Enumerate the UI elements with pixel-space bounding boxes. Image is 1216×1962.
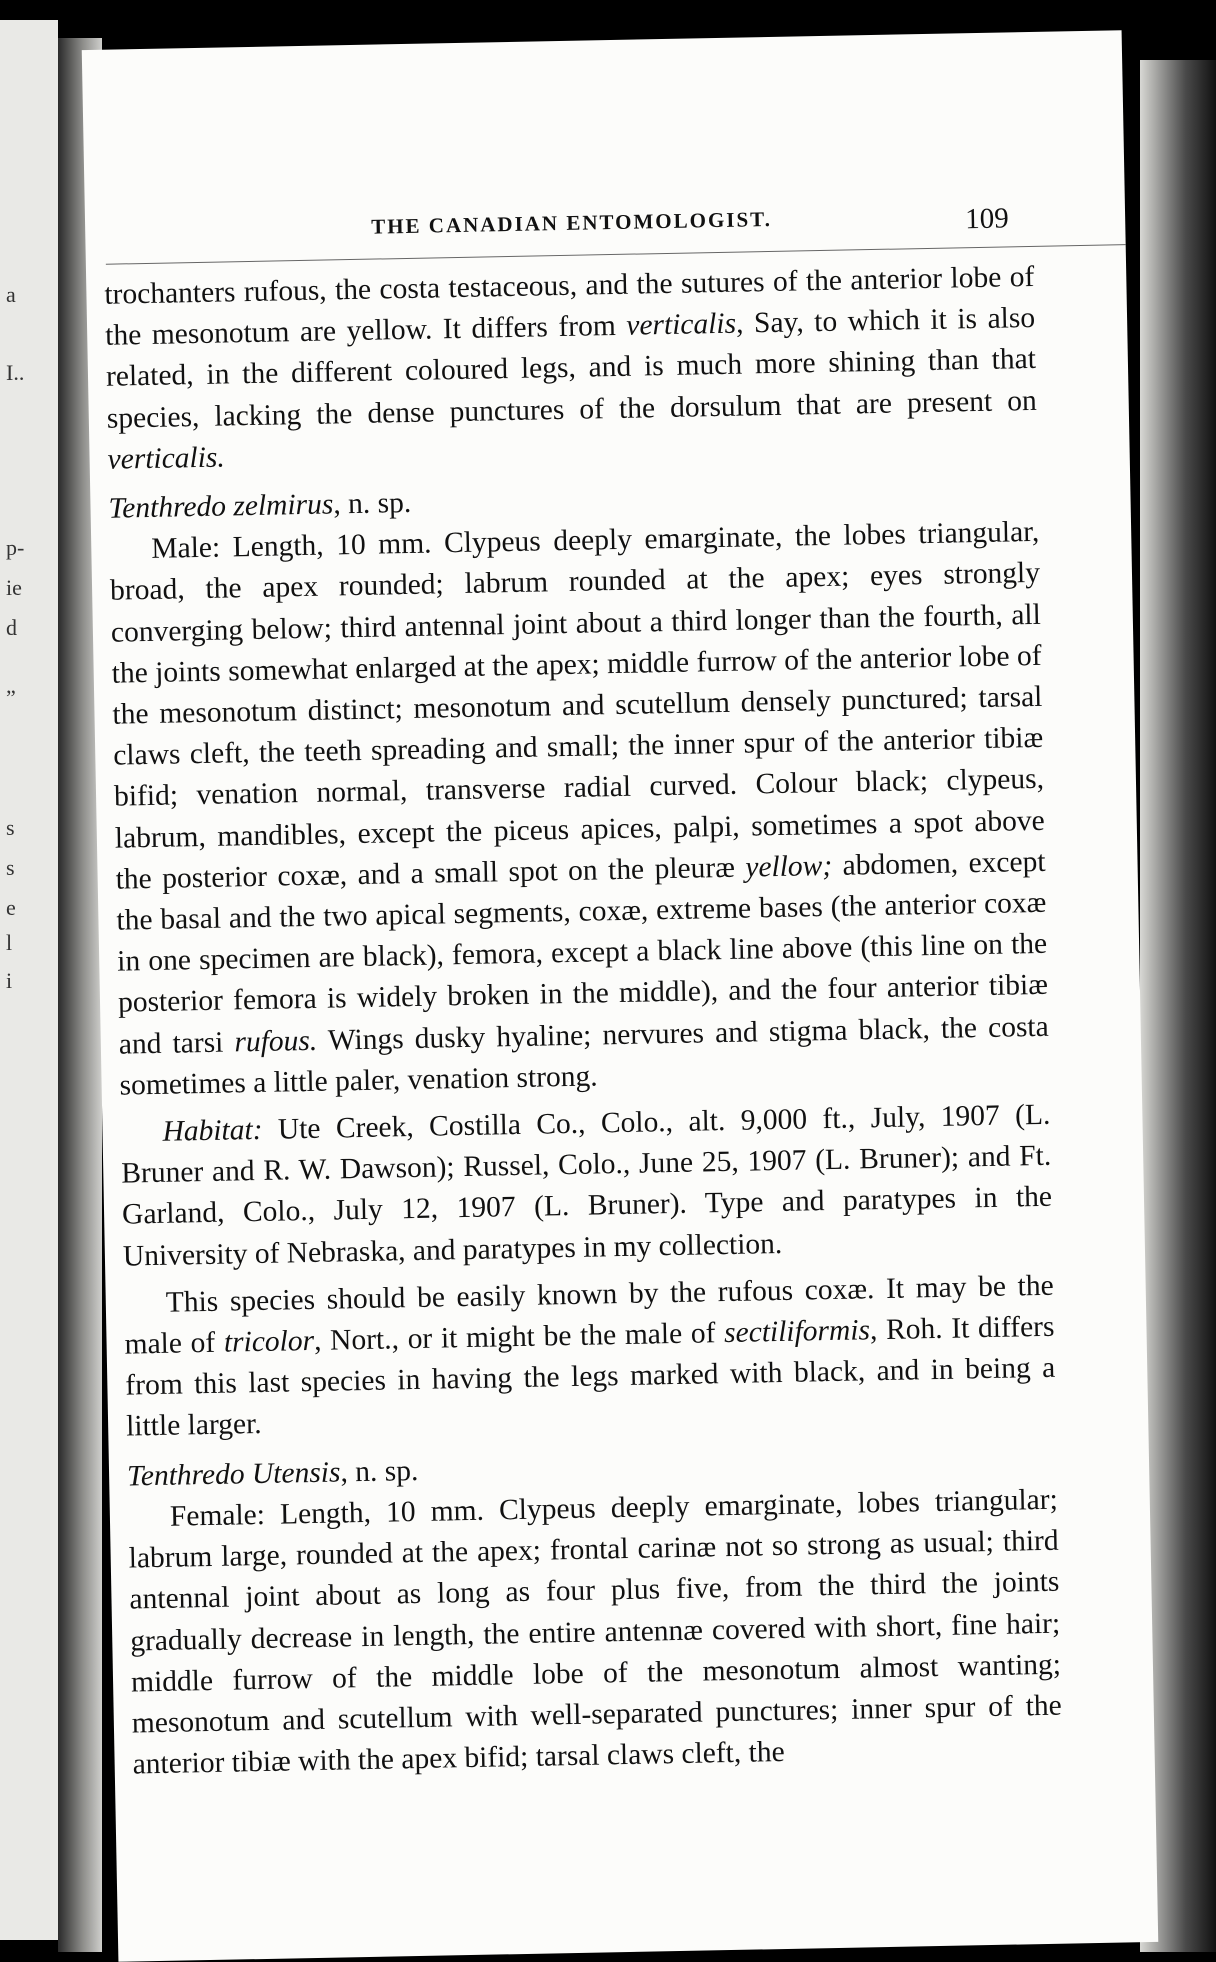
book-page — [82, 30, 1159, 1962]
species-name: Tenthredo Utensis — [126, 1456, 341, 1493]
species-reference: tricolor — [223, 1325, 315, 1359]
species-description: Male: Length, 10 mm. Clypeus deeply emarginate, the lobes triangular, broad, the apex rounded; labrum rounded at the apex; eyes strongly converging below; third antennal joint about a third longer than the fourth, all the joints somewhat enlarged at the apex; middle furrow of the anterior lobe of the mesonotum distinct; mesonotum and scutellum densely punctured; tarsal claws cleft, the teeth spreading and small; the inner spur of the anterior tibiæ bifid; venation normal, transverse radial curved. Colour black; clypeus, labrum, mandibles, except the piceus apices, palpi, sometimes a spot above the posterior coxæ, and a small spot on the pleuræ yellow; abdomen, except the basal and the two apical segments, coxæ, extreme bases (the anterior coxæ in one specimen are black), femora, except a black line above (this line on the posterior femora is widely broken in the middle), and the four anterior tibiæ and tarsi rufous. Wings dusky hyaline; nervures and stigma black, the costa sometimes a little paler, venation strong. — [109, 516, 1049, 1102]
paragraph-continuation: trochanters rufous, the costa testaceous, and the sutures of the anterior lobe of the mesonotum are yellow. It differs from verticalis, Say, to which it is also related, in the different coloured legs, and is much more shining than that species, lacking the dense punctures of the dorsulum that are present on verticalis. — [104, 260, 1037, 476]
page-header — [85, 200, 1126, 260]
species-reference: verticalis. — [107, 441, 226, 476]
facing-page-fragment: s — [6, 815, 15, 840]
species-description: Female: Length, 10 mm. Clypeus deeply emarginate, lobes triangular; labrum large, rounded at the apex; frontal carinæ not so strong as usual; third antennal joint about as long as four plus five, from the third the joints gradually decrease in length, the entire antennæ covered with short, fine hair; middle furrow of the middle lobe of the mesonotum almost wanting; mesonotum and scutellum with well-separated punctures; inner spur of the anterior tibiæ with the apex bifid; tarsal claws cleft, the — [128, 1483, 1063, 1781]
facing-page-fragment: e — [6, 895, 16, 920]
facing-page-fragment: ie — [6, 575, 22, 600]
species-heading: Tenthredo Utensis, n. sp. — [126, 1454, 419, 1493]
species-heading: Tenthredo zelmirus, n. sp. — [108, 486, 412, 525]
habitat-paragraph: Habitat: Ute Creek, Costilla Co., Colo., alt. 9,000 ft., July, 1907 (L. Bruner and R. W. Dawson); Russel, Colo., June 25, 1907 (L. Bruner); and Ft. Garland, Colo., July 12, 1907 (L. Bruner). Type and paratypes in the University of Nebraska, and paratypes in my collection. — [121, 1098, 1053, 1273]
facing-page-fragment: a — [6, 282, 16, 307]
facing-page-fragment: p- — [6, 535, 25, 560]
species-name: Tenthredo zelmirus — [108, 488, 334, 525]
facing-page-fragment: i — [6, 968, 13, 993]
running-head: THE CANADIAN ENTOMOLOGIST. — [370, 206, 773, 239]
species-reference: verticalis — [626, 307, 737, 342]
facing-page-edge — [0, 20, 58, 1940]
page-number: 109 — [964, 202, 1009, 236]
species-reference: sectiliformis — [723, 1314, 871, 1350]
facing-page-fragment: d — [6, 615, 17, 640]
facing-page-fragment: ” — [6, 685, 16, 710]
facing-page-fragment: s — [6, 855, 15, 880]
facing-page-fragment: I.. — [6, 360, 25, 385]
facing-page-fragment: l — [6, 930, 13, 955]
page-body — [104, 257, 1063, 1786]
habitat-label: Habitat: — [162, 1113, 263, 1148]
remarks-paragraph: This species should be easily known by the rufous coxæ. It may be the male of tricolor, Nort., or it might be the male of sectiliformis, Roh. It differs from this last species in having the legs marked with black, and in being a little larger. — [124, 1269, 1056, 1444]
